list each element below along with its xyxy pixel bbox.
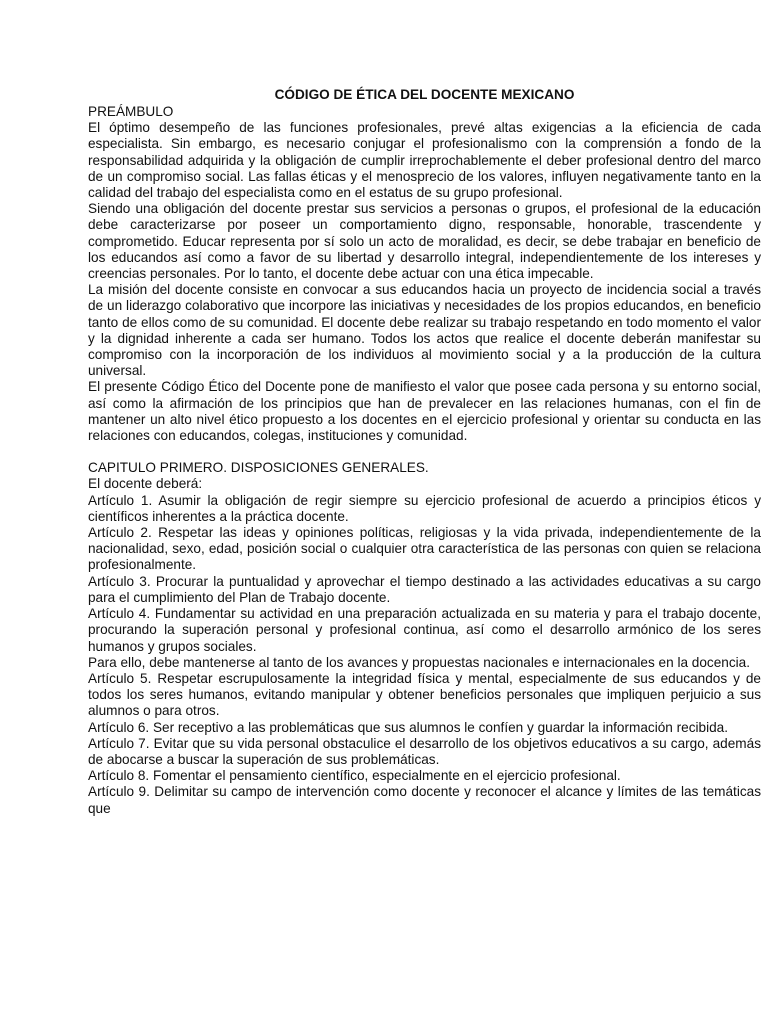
section-gap bbox=[88, 444, 761, 460]
chapter-heading: CAPITULO PRIMERO. DISPOSICIONES GENERALES. bbox=[88, 460, 429, 476]
article-paragraph: Artículo 3. Procurar la puntualidad y aprovechar el tiempo destinado a las actividades educativas a su cargo para el cumplimiento del Plan de Trabajo docente. bbox=[88, 573, 761, 605]
chapter-intro: El docente deberá: bbox=[88, 476, 203, 492]
article-paragraph: Artículo 9. Delimitar su campo de intervención como docente y reconocer el alcance y límites de las temáticas que bbox=[88, 784, 761, 816]
article-paragraph: Artículo 8. Fomentar el pensamiento científico, especialmente en el ejercicio profesional. bbox=[88, 768, 621, 784]
article-paragraph: Artículo 4. Fundamentar su actividad en una preparación actualizada en su materia y para el trabajo docente, procurando la superación personal y profesional continua, así como el desarrollo armónico de los seres humanos y grupos sociales. bbox=[88, 606, 761, 654]
article-paragraph: Artículo 5. Respetar escrupulosamente la integridad física y mental, especialmente de sus educandos y de todos los seres humanos, evitando manipular y obtener beneficios personales que impliquen perjuicio a sus alumnos o para otros. bbox=[88, 670, 761, 719]
article-paragraph: Artículo 6. Ser receptivo a las problemáticas que sus alumnos le confíen y guardar la información recibida. bbox=[88, 719, 728, 735]
preamble-heading: PREÁMBULO bbox=[88, 104, 174, 119]
preamble-paragraph: El óptimo desempeño de las funciones profesionales, prevé altas exigencias a la eficiencia de cada especialista. Sin embargo, es necesario conjugar el profesionalismo con la comprensión a fondo de la responsabilidad adquirida y la obligación de cumplir irreprochablemente el deber profesional dentro del marco de un compromiso social. Las fallas éticas y el menosprecio de los valores, influyen negativamente tanto en la calidad del trabajo del especialista como en el estatus de su grupo profesional. bbox=[88, 120, 761, 201]
article-paragraph: Artículo 2. Respetar las ideas y opiniones políticas, religiosas y la vida privada, independientemente de la nacionalidad, sexo, edad, posición social o cualquier otra característica de las personas con quien se relaciona profesionalmente. bbox=[88, 525, 761, 573]
preamble-paragraph: El presente Código Ético del Docente pone de manifiesto el valor que posee cada persona y su entorno social, así como la afirmación de los principios que han de prevalecer en las relaciones humanas, con el fin de mantener un alto nivel ético propuesto a los docentes en el ejercicio profesional y orientar su conducta en las relaciones con educandos, colegas, instituciones y comunidad. bbox=[88, 379, 761, 444]
preamble-paragraph: Siendo una obligación del docente prestar sus servicios a personas o grupos, el profesional de la educación debe caracterizarse por poseer un comportamiento digno, responsable, honorable, trascendente y comprometido. Educar representa por sí solo un acto de moralidad, es decir, se debe trabajar en beneficio de los educandos así como a favor de su libertad y desarrollo integral, independientemente de los intereses y creencias personales. Por lo tanto, el docente debe actuar con una ética impecable. bbox=[88, 201, 761, 282]
document-body bbox=[88, 86, 761, 817]
article-paragraph: Artículo 7. Evitar que su vida personal obstaculice el desarrollo de los objetivos educativos a su cargo, además de abocarse a buscar la superación de sus problemáticas. bbox=[88, 735, 761, 767]
article-paragraph: Artículo 1. Asumir la obligación de regir siempre su ejercicio profesional de acuerdo a principios éticos y científicos inherentes a la práctica docente. bbox=[88, 492, 761, 524]
article-paragraph: Para ello, debe mantenerse al tanto de los avances y propuestas nacionales e internacionales en la docencia. bbox=[88, 654, 750, 670]
preamble-paragraph: La misión del docente consiste en convocar a sus educandos hacia un proyecto de incidencia social a través de un liderazgo colaborativo que incorpore las iniciativas y necesidades de los propios educandos, en beneficio tanto de ellos como de su comunidad. El docente debe realizar su trabajo respetando en todo momento el valor y la dignidad inherente a cada ser humano. Todos los actos que realice el docente deberán manifestar su compromiso con la incorporación de los individuos al movimiento social y a la producción de la cultura universal. bbox=[88, 282, 761, 379]
document-title: CÓDIGO DE ÉTICA DEL DOCENTE MEXICANO bbox=[274, 87, 575, 102]
